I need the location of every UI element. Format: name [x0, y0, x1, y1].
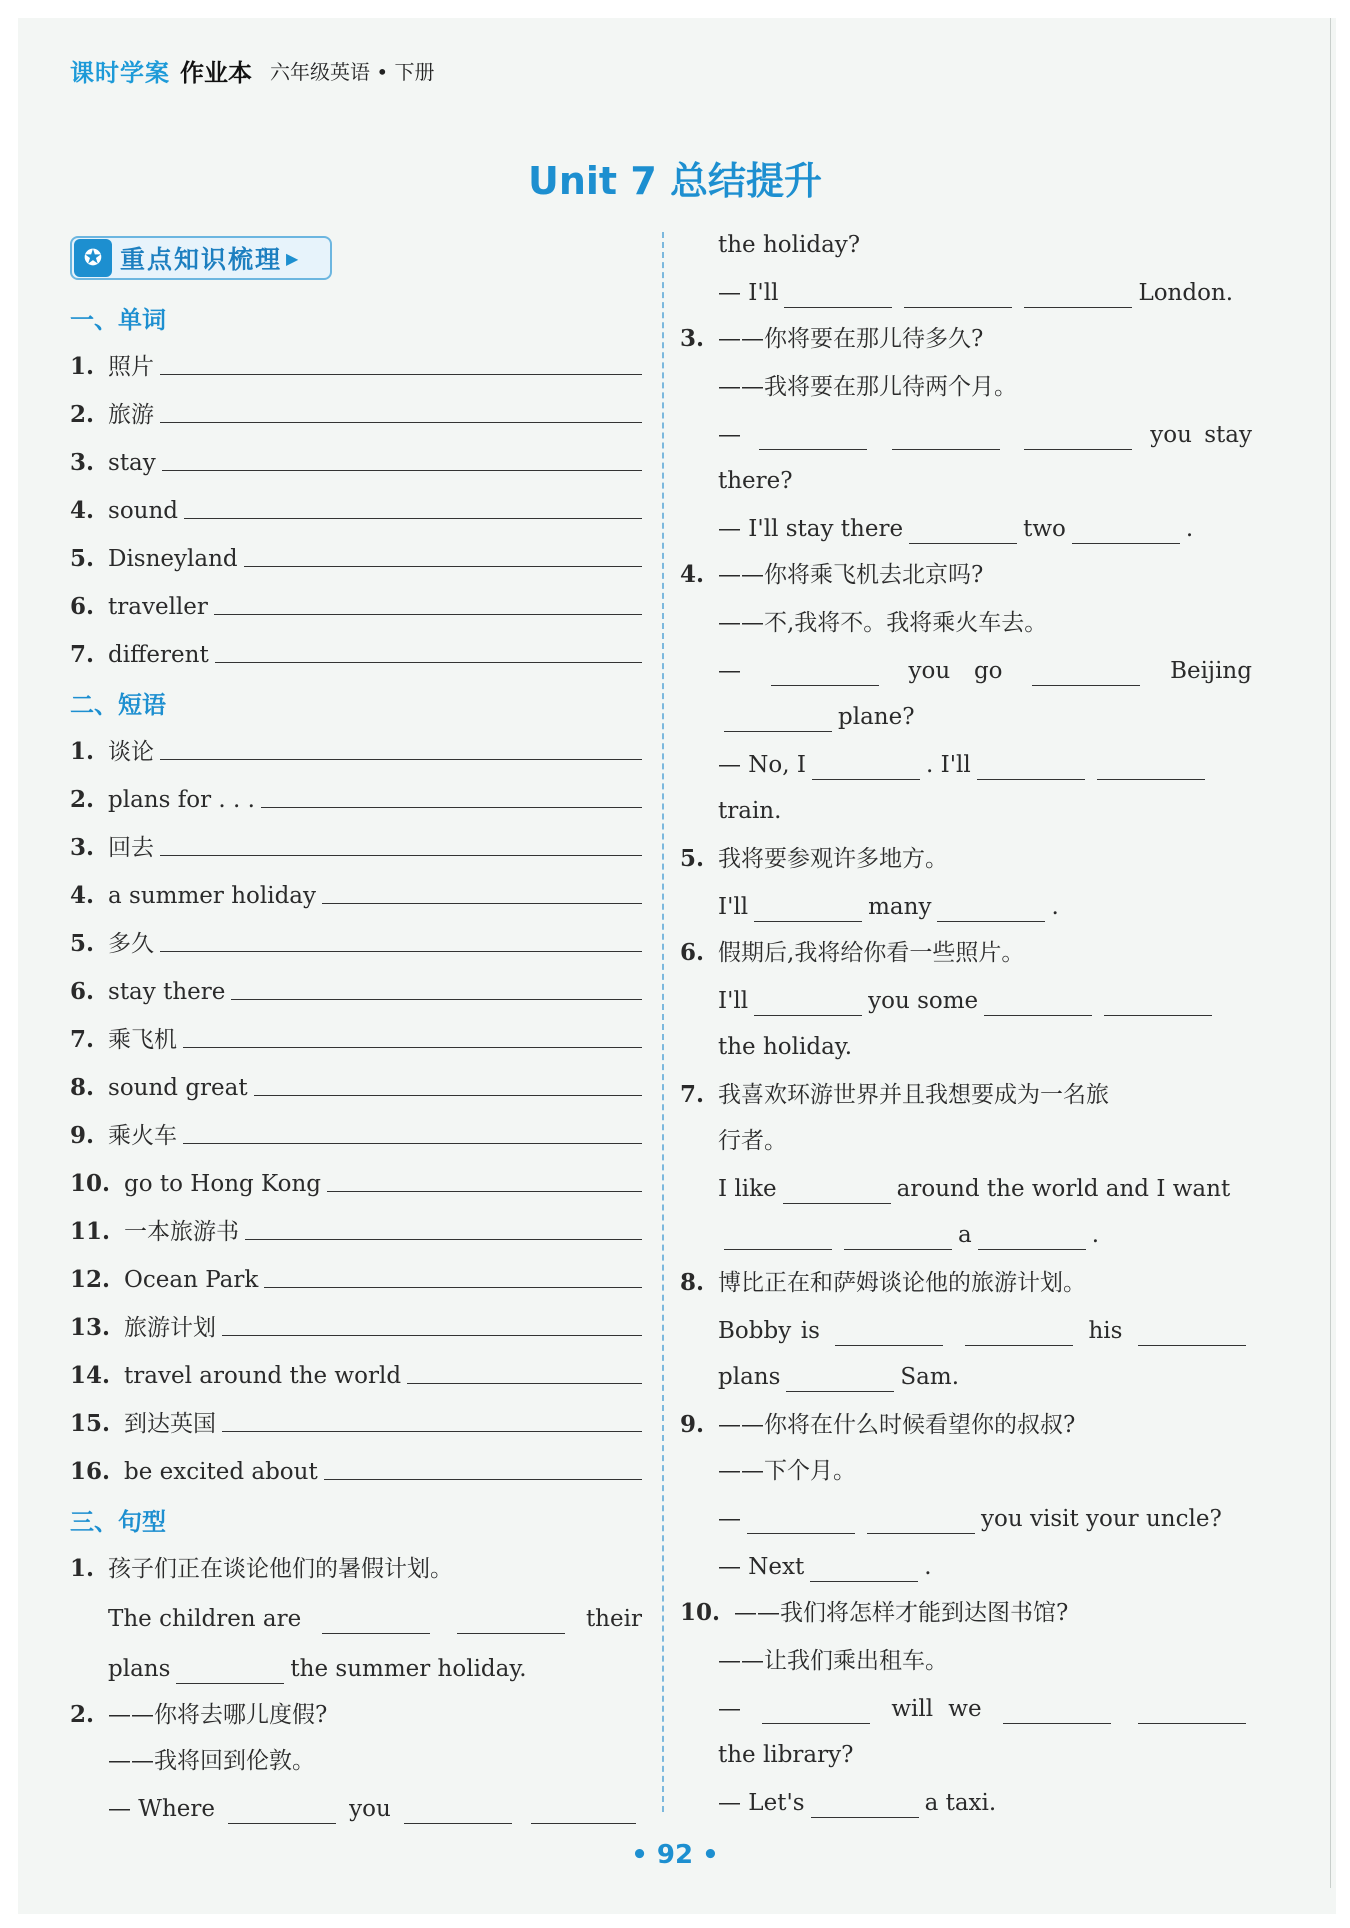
answer-blank[interactable]: [984, 991, 1092, 1016]
sentence-line: I'll you some: [680, 976, 1252, 1016]
answer-blank[interactable]: [231, 998, 642, 1000]
answer-blank[interactable]: [245, 1238, 642, 1240]
list-item: 16. be excited about: [70, 1447, 642, 1487]
sentence-line: train.: [718, 798, 782, 824]
sentence-prompt: 1. 孩子们正在谈论他们的暑假计划。: [70, 1555, 454, 1582]
answer-blank[interactable]: [176, 1659, 284, 1684]
answer-blank[interactable]: [867, 1509, 975, 1534]
list-item: 8. sound great: [70, 1063, 642, 1103]
sentence-line: Bobby is his: [680, 1306, 1252, 1346]
answer-blank[interactable]: [254, 1094, 642, 1096]
answer-blank[interactable]: [784, 283, 892, 308]
answer-blank[interactable]: [754, 991, 862, 1016]
brand-blue: 课时学案: [70, 58, 170, 87]
sentence-prompt: 4. ——你将乘飞机去北京吗?: [680, 561, 984, 588]
answer-blank[interactable]: [184, 517, 642, 519]
answer-blank[interactable]: [183, 1142, 642, 1144]
sentence-line: plans Sam.: [718, 1364, 960, 1390]
answer-blank[interactable]: [904, 283, 1012, 308]
sentence-line: — you go Beijing: [718, 658, 1252, 684]
answer-blank[interactable]: [327, 1190, 642, 1192]
answer-blank[interactable]: [892, 425, 1000, 450]
answer-blank[interactable]: [762, 1699, 870, 1724]
answer-blank[interactable]: [844, 1225, 952, 1250]
sentence-prompt: ——让我们乘出租车。: [718, 1648, 948, 1674]
list-item: 3. stay: [70, 438, 642, 478]
answer-blank[interactable]: [407, 1382, 642, 1384]
section-heading: [70, 680, 642, 720]
list-item: 14. travel around the world: [70, 1351, 642, 1391]
answer-blank[interactable]: [835, 1321, 943, 1346]
sentence-line: a .: [680, 1210, 1252, 1250]
answer-blank[interactable]: [228, 1799, 336, 1824]
section-heading: [70, 1497, 642, 1537]
sentence-line: — I'll stay there two .: [718, 516, 1194, 542]
section-heading: [70, 295, 642, 335]
sentence-line: The children are their: [108, 1606, 642, 1632]
section-badge: [70, 236, 332, 280]
answer-blank[interactable]: [771, 661, 879, 686]
list-item: 13. 旅游计划: [70, 1303, 642, 1343]
sentence-prompt: 10. ——我们将怎样才能到达图书馆?: [680, 1599, 1069, 1626]
answer-blank[interactable]: [937, 897, 1045, 922]
list-item: 11. 一本旅游书: [70, 1207, 642, 1247]
list-item: 2. plans for . . .: [70, 775, 642, 815]
sentence-line: I'll many .: [718, 894, 1059, 920]
sentence-prompt: ——我将要在那儿待两个月。: [718, 374, 1017, 400]
sentence-line: — Where you: [70, 1784, 642, 1824]
list-item: 4. sound: [70, 486, 642, 526]
answer-blank[interactable]: [160, 950, 642, 952]
list-item: 2. 旅游: [70, 390, 642, 430]
page-number: • 92 •: [631, 1840, 719, 1870]
sentence-prompt: ——下个月。: [718, 1458, 856, 1484]
sentence-line: — Next .: [718, 1554, 932, 1580]
answer-blank[interactable]: [754, 897, 862, 922]
brand-black: 作业本: [180, 58, 252, 87]
list-item: 7. 乘飞机: [70, 1015, 642, 1055]
answer-blank[interactable]: [404, 1799, 512, 1824]
list-item: 6. stay there: [70, 967, 642, 1007]
answer-blank[interactable]: [1072, 519, 1180, 544]
page-title: Unit 7 总结提升: [528, 159, 822, 203]
answer-blank[interactable]: [783, 1179, 891, 1204]
sentence-line: — Let's a taxi.: [718, 1790, 997, 1816]
page-header: [70, 50, 435, 90]
answer-blank[interactable]: [160, 758, 642, 760]
answer-blank[interactable]: [244, 565, 642, 567]
answer-blank[interactable]: [1024, 425, 1132, 450]
answer-blank[interactable]: [160, 421, 642, 423]
sentence-prompt: ——我将回到伦敦。: [108, 1748, 315, 1774]
list-item: 9. 乘火车: [70, 1111, 642, 1151]
answer-blank[interactable]: [160, 373, 642, 375]
sentence-prompt: 9. ——你将在什么时候看望你的叔叔?: [680, 1411, 1076, 1438]
sentence-line: there?: [718, 468, 793, 494]
answer-blank[interactable]: [965, 1321, 1073, 1346]
sentence-line: the library?: [718, 1742, 854, 1768]
answer-blank[interactable]: [812, 755, 920, 780]
sentence-line: I like around the world and I want: [718, 1176, 1231, 1202]
arrow-icon: ▶: [286, 248, 299, 268]
answer-blank[interactable]: [160, 854, 642, 856]
sentence-prompt: 8. 博比正在和萨姆谈论他的旅游计划。: [680, 1269, 1087, 1296]
answer-blank[interactable]: [222, 1430, 642, 1432]
answer-blank[interactable]: [759, 425, 867, 450]
list-item: 5. Disneyland: [70, 534, 642, 574]
section-words-title: 一、单词: [70, 306, 166, 334]
sentence-line: plane?: [680, 692, 1252, 732]
sentence-line: plans the summer holiday.: [108, 1656, 527, 1682]
answer-blank[interactable]: [264, 1286, 642, 1288]
star-icon: ✪: [74, 239, 112, 277]
sentence-prompt: 2. ——你将去哪儿度假?: [70, 1701, 328, 1728]
answer-blank[interactable]: [1104, 991, 1212, 1016]
badge-label: 重点知识梳理: [120, 245, 283, 274]
answer-blank[interactable]: [322, 1609, 430, 1634]
sentence-prompt: 6. 假期后,我将给你看一些照片。: [680, 939, 1025, 966]
sentence-line: — you stay: [718, 422, 1252, 448]
answer-blank[interactable]: [1097, 755, 1205, 780]
answer-blank[interactable]: [215, 661, 642, 663]
answer-blank[interactable]: [1003, 1699, 1111, 1724]
answer-blank[interactable]: [261, 806, 642, 808]
answer-blank[interactable]: [324, 1478, 642, 1480]
column-divider: [662, 232, 664, 1812]
list-item: 12. Ocean Park: [70, 1255, 642, 1295]
list-item: 5. 多久: [70, 919, 642, 959]
sentence-line: — I'll London.: [718, 280, 1234, 306]
answer-blank[interactable]: [786, 1367, 894, 1392]
answer-blank[interactable]: [909, 519, 1017, 544]
answer-blank[interactable]: [214, 613, 642, 615]
answer-blank[interactable]: [1138, 1699, 1246, 1724]
answer-blank[interactable]: [978, 1225, 1086, 1250]
sentence-prompt: 3. ——你将要在那儿待多久?: [680, 325, 984, 352]
sentence-prompt: ——不,我将不。我将乘火车去。: [718, 610, 1048, 636]
sentence-line: the holiday.: [718, 1034, 853, 1060]
answer-blank[interactable]: [977, 755, 1085, 780]
list-item: 10. go to Hong Kong: [70, 1159, 642, 1199]
answer-blank[interactable]: [724, 1225, 832, 1250]
list-item: 4. a summer holiday: [70, 871, 642, 911]
list-item: 1. 谈论: [70, 727, 642, 767]
sentence-line: the holiday?: [718, 232, 861, 258]
answer-blank[interactable]: [811, 1793, 919, 1818]
answer-blank[interactable]: [531, 1799, 636, 1824]
list-item: 15. 到达英国: [70, 1399, 642, 1439]
answer-blank[interactable]: [1138, 1321, 1246, 1346]
answer-blank[interactable]: [222, 1334, 642, 1336]
section-phrases-title: 二、短语: [70, 691, 166, 719]
list-item: 7. different: [70, 630, 642, 670]
sentence-line: — will we: [680, 1684, 1252, 1724]
list-item: 1. 照片: [70, 342, 642, 382]
sentence-line: — No, I . I'll: [680, 740, 1252, 780]
answer-blank[interactable]: [810, 1557, 918, 1582]
sentence-prompt: 5. 我将要参观许多地方。: [680, 845, 949, 872]
list-item: 3. 回去: [70, 823, 642, 863]
sentence-prompt: 行者。: [718, 1128, 787, 1154]
answer-blank[interactable]: [1032, 661, 1140, 686]
answer-blank[interactable]: [747, 1509, 855, 1534]
page-edge: [1330, 18, 1331, 1888]
book-subtitle: 六年级英语 • 下册: [270, 59, 435, 84]
answer-blank[interactable]: [1024, 283, 1132, 308]
sentence-prompt: 7. 我喜欢环游世界并且我想要成为一名旅: [680, 1081, 1110, 1108]
answer-blank[interactable]: [162, 469, 642, 471]
answer-blank[interactable]: [322, 902, 642, 904]
sentence-line: — you visit your uncle?: [718, 1506, 1222, 1532]
answer-blank[interactable]: [457, 1609, 565, 1634]
answer-blank[interactable]: [724, 707, 832, 732]
section-sentences-title: 三、句型: [70, 1508, 166, 1536]
answer-blank[interactable]: [183, 1046, 642, 1048]
list-item: 6. traveller: [70, 582, 642, 622]
